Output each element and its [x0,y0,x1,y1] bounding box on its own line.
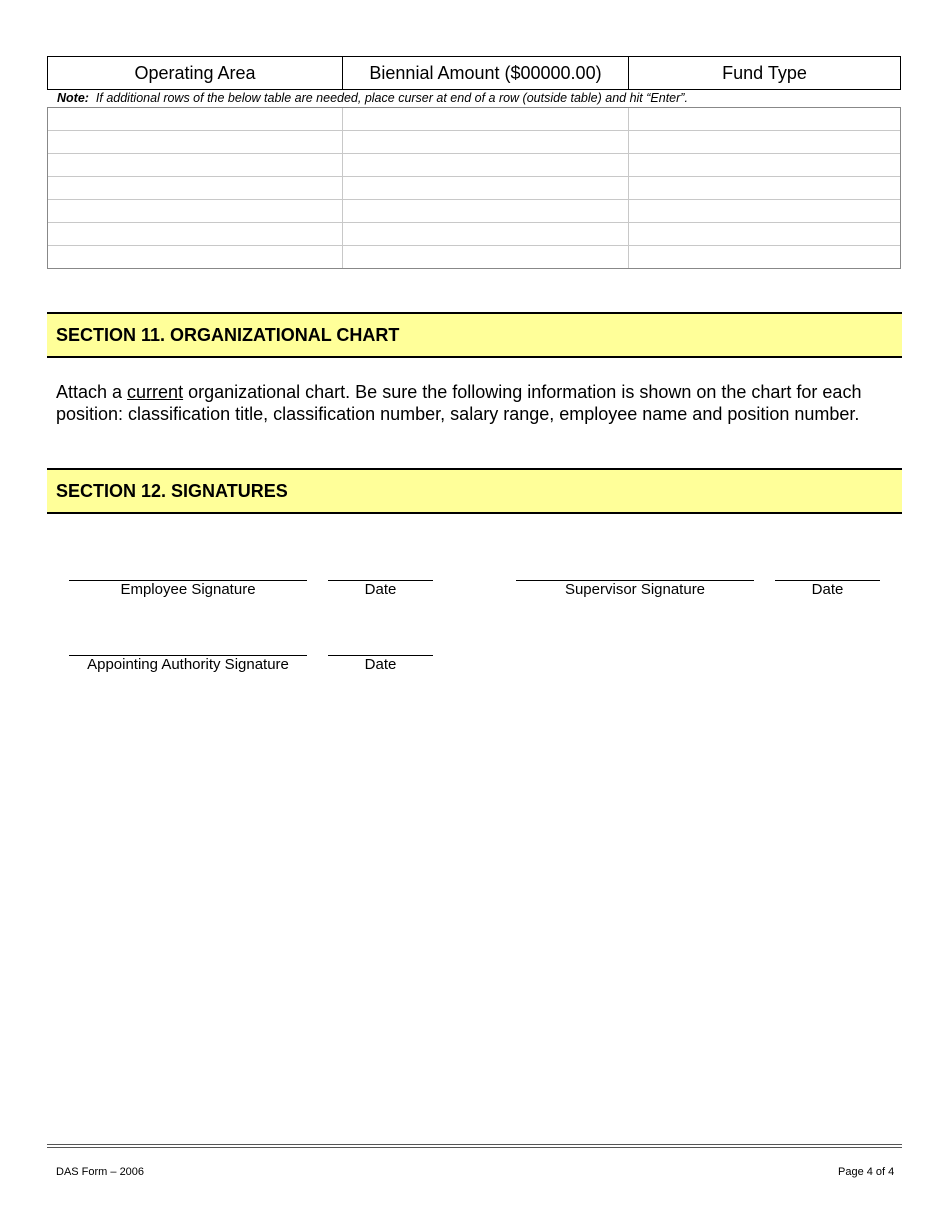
section-11-header [47,312,902,358]
biennial-amount-cell[interactable] [342,200,628,222]
table-row [48,154,900,177]
fund-type-cell[interactable] [628,246,900,268]
section-11-instructions [56,381,886,425]
header-fund-type: Fund Type [628,57,900,89]
operating-area-cell[interactable] [48,177,342,199]
footer-form-name: DAS Form – 2006 [56,1166,145,1178]
table-row [48,177,900,200]
fund-type-cell[interactable] [628,154,900,176]
fund-type-cell[interactable] [628,108,900,130]
operating-area-cell[interactable] [48,154,342,176]
operating-area-cell[interactable] [48,223,342,245]
employee-date-label: Date [364,581,397,598]
footer-page-number: Page 4 of 4 [838,1166,895,1178]
fund-type-cell[interactable] [628,200,900,222]
appointing-authority-signature-label: Appointing Authority Signature [87,656,289,673]
note-label: Note: [57,91,89,105]
biennial-amount-cell[interactable] [342,223,628,245]
table-row [48,108,900,131]
employee-signature-label: Employee Signature [120,581,256,598]
header-operating-area: Operating Area [134,62,256,83]
header-biennial-amount: Biennial Amount ($00000.00) [342,57,628,89]
supervisor-signature-label: Supervisor Signature [564,581,706,598]
biennial-amount-cell[interactable] [342,246,628,268]
operating-area-cell[interactable] [48,131,342,153]
footer-rule-secondary [47,1147,902,1148]
fund-type-cell[interactable] [628,131,900,153]
funding-table-header [47,56,901,90]
biennial-amount-cell[interactable] [342,108,628,130]
section-11-title: SECTION 11. ORGANIZATIONAL CHART [56,324,400,345]
table-row [48,223,900,246]
table-row [48,131,900,154]
table-note [57,91,688,105]
note-text: If additional rows of the below table are needed, place curser at end of a row (outside table) and hit “Enter”. [95,91,688,105]
instructions-text-start: Attach a [56,382,128,402]
biennial-amount-cell[interactable] [342,131,628,153]
table-row [48,200,900,223]
funding-table-body [47,107,901,269]
operating-area-cell[interactable] [48,200,342,222]
footer-rule [47,1144,902,1145]
section-12-title: SECTION 12. SIGNATURES [56,480,288,501]
fund-type-cell[interactable] [628,177,900,199]
appointing-date-label: Date [364,656,397,673]
biennial-amount-cell[interactable] [342,177,628,199]
section-12-header [47,468,902,514]
fund-type-cell[interactable] [628,223,900,245]
biennial-amount-cell[interactable] [342,154,628,176]
supervisor-date-label: Date [811,581,844,598]
operating-area-cell[interactable] [48,108,342,130]
instructions-text-end: organizational chart. Be sure the following information is shown on the chart for each position: classification title, classification number, salary range, employee name and position number. [56,382,862,424]
instructions-underlined: current [127,382,184,402]
operating-area-cell[interactable] [48,246,342,268]
table-row [48,246,900,269]
